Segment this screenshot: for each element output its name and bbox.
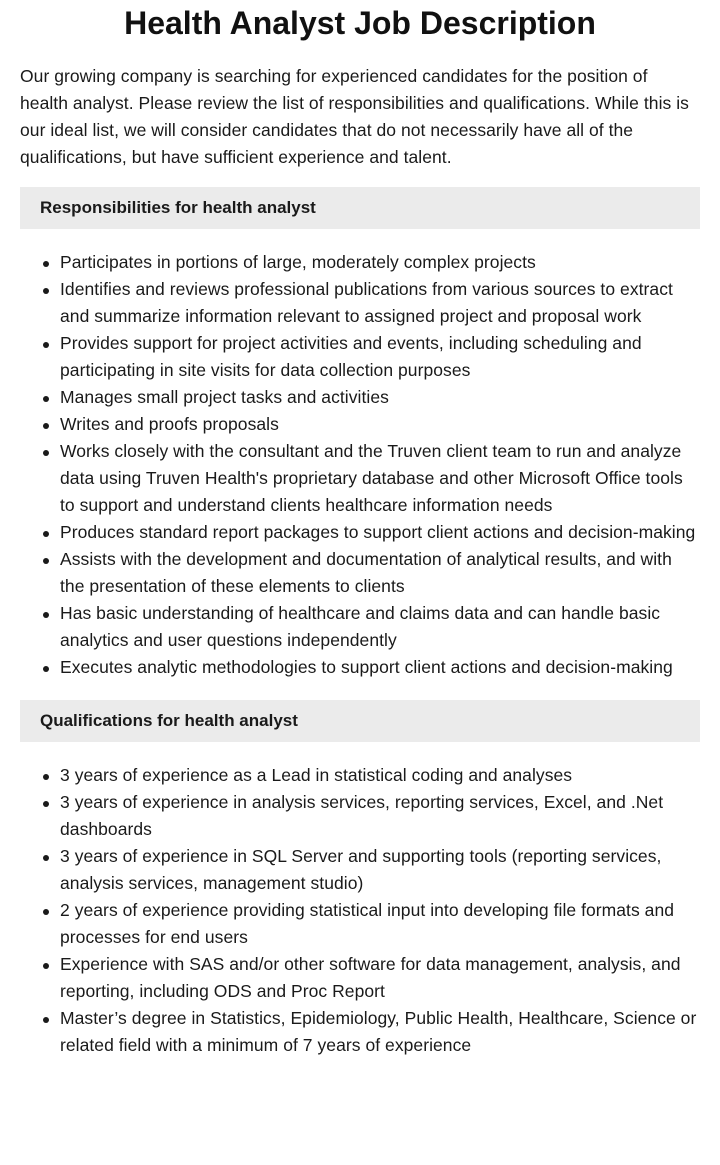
responsibilities-heading: Responsibilities for health analyst bbox=[20, 187, 700, 229]
intro-paragraph: Our growing company is searching for experienced candidates for the position of health analyst. Please review the list of responsibilities and qualifications. While this is our ideal list, we will consider candidates that do not necessarily have all of the qualifications, but have sufficient experience and talent. bbox=[20, 66, 689, 167]
list-item: 3 years of experience as a Lead in statistical coding and analyses bbox=[60, 762, 700, 789]
list-item: 2 years of experience providing statistical input into developing file formats and processes for end users bbox=[60, 897, 700, 951]
list-item: Writes and proofs proposals bbox=[60, 411, 700, 438]
list-item: Executes analytic methodologies to support client actions and decision-making bbox=[60, 654, 700, 681]
qualifications-list bbox=[20, 762, 700, 1059]
responsibilities-list bbox=[20, 249, 700, 681]
list-item: Assists with the development and documentation of analytical results, and with the presentation of these elements to clients bbox=[60, 546, 700, 600]
list-item: 3 years of experience in SQL Server and supporting tools (reporting services, analysis services, management studio) bbox=[60, 843, 700, 897]
list-item: Manages small project tasks and activities bbox=[60, 384, 700, 411]
list-item: 3 years of experience in analysis services, reporting services, Excel, and .Net dashboards bbox=[60, 789, 700, 843]
list-item: Experience with SAS and/or other software for data management, analysis, and reporting, including ODS and Proc Report bbox=[60, 951, 700, 1005]
list-item: Participates in portions of large, moderately complex projects bbox=[60, 249, 700, 276]
list-item: Identifies and reviews professional publications from various sources to extract and summarize information relevant to assigned project and proposal work bbox=[60, 276, 700, 330]
list-item: Master’s degree in Statistics, Epidemiology, Public Health, Healthcare, Science or related field with a minimum of 7 years of experience bbox=[60, 1005, 700, 1059]
list-item: Has basic understanding of healthcare and claims data and can handle basic analytics and user questions independently bbox=[60, 600, 700, 654]
page-title: Health Analyst Job Description bbox=[124, 5, 596, 41]
list-item: Works closely with the consultant and the Truven client team to run and analyze data using Truven Health's proprietary database and other Microsoft Office tools to support and understand clients healthcare information needs bbox=[60, 438, 700, 519]
list-item: Provides support for project activities and events, including scheduling and participating in site visits for data collection purposes bbox=[60, 330, 700, 384]
qualifications-heading: Qualifications for health analyst bbox=[20, 700, 700, 742]
list-item: Produces standard report packages to support client actions and decision-making bbox=[60, 519, 700, 546]
